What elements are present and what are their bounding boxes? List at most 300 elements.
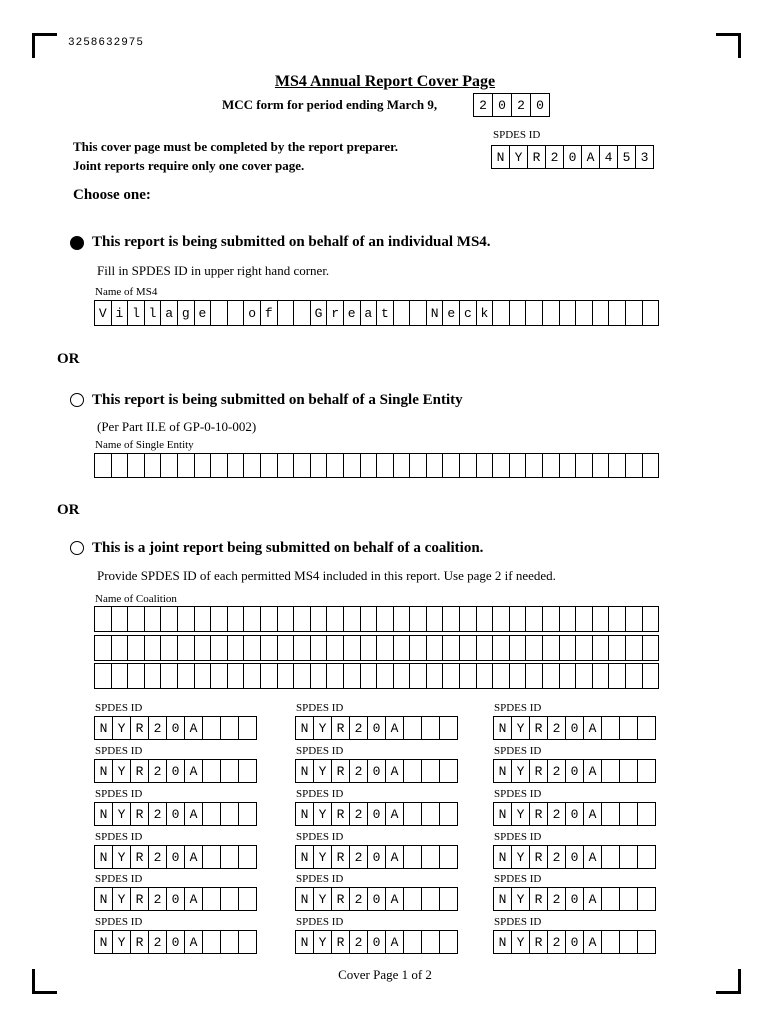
option-coalition-radio[interactable]	[70, 541, 84, 555]
char-cell[interactable]	[403, 716, 422, 740]
char-cell[interactable]	[592, 663, 610, 689]
char-cell[interactable]: Y	[112, 802, 131, 826]
char-cell[interactable]: 0	[367, 845, 386, 869]
char-cell[interactable]	[360, 635, 378, 661]
char-cell[interactable]	[421, 759, 440, 783]
char-cell[interactable]: A	[583, 802, 602, 826]
char-cell[interactable]	[160, 635, 178, 661]
char-cell[interactable]	[421, 887, 440, 911]
char-cell[interactable]	[525, 663, 543, 689]
char-cell[interactable]	[476, 663, 494, 689]
char-cell[interactable]: N	[94, 887, 113, 911]
char-cell[interactable]	[409, 663, 427, 689]
char-cell[interactable]: Y	[112, 930, 131, 954]
coalition-spdes-id-field[interactable]	[493, 845, 656, 869]
char-cell[interactable]: A	[581, 145, 600, 169]
char-cell[interactable]	[360, 606, 378, 632]
char-cell[interactable]: V	[94, 300, 112, 326]
char-cell[interactable]	[476, 635, 494, 661]
char-cell[interactable]	[277, 453, 295, 478]
char-cell[interactable]	[476, 606, 494, 632]
char-cell[interactable]	[94, 453, 112, 478]
char-cell[interactable]	[637, 802, 656, 826]
char-cell[interactable]	[293, 606, 311, 632]
char-cell[interactable]	[575, 635, 593, 661]
char-cell[interactable]: 0	[492, 93, 512, 117]
char-cell[interactable]: 2	[148, 716, 167, 740]
char-cell[interactable]	[592, 300, 610, 326]
char-cell[interactable]: N	[295, 802, 314, 826]
char-cell[interactable]	[619, 845, 638, 869]
char-cell[interactable]: 0	[565, 759, 584, 783]
char-cell[interactable]: R	[130, 845, 149, 869]
char-cell[interactable]: 2	[545, 145, 564, 169]
char-cell[interactable]	[94, 663, 112, 689]
char-cell[interactable]	[326, 606, 344, 632]
char-cell[interactable]	[343, 635, 361, 661]
coalition-spdes-id-field[interactable]	[493, 716, 656, 740]
char-cell[interactable]	[393, 606, 411, 632]
char-cell[interactable]	[94, 606, 112, 632]
char-cell[interactable]: R	[529, 887, 548, 911]
char-cell[interactable]	[619, 802, 638, 826]
char-cell[interactable]	[343, 663, 361, 689]
char-cell[interactable]	[601, 759, 620, 783]
char-cell[interactable]	[310, 635, 328, 661]
char-cell[interactable]	[194, 663, 212, 689]
char-cell[interactable]	[409, 635, 427, 661]
char-cell[interactable]: Y	[313, 930, 332, 954]
coalition-spdes-id-field[interactable]	[94, 930, 257, 954]
char-cell[interactable]: N	[493, 716, 512, 740]
char-cell[interactable]: N	[295, 845, 314, 869]
char-cell[interactable]: R	[130, 716, 149, 740]
char-cell[interactable]: R	[331, 930, 350, 954]
char-cell[interactable]	[601, 716, 620, 740]
char-cell[interactable]	[177, 453, 195, 478]
char-cell[interactable]	[144, 663, 162, 689]
char-cell[interactable]	[421, 845, 440, 869]
char-cell[interactable]	[210, 300, 228, 326]
char-cell[interactable]: N	[295, 930, 314, 954]
char-cell[interactable]: R	[331, 802, 350, 826]
char-cell[interactable]: c	[459, 300, 477, 326]
char-cell[interactable]	[439, 759, 458, 783]
coalition-spdes-id-field[interactable]	[295, 887, 458, 911]
char-cell[interactable]: A	[583, 887, 602, 911]
char-cell[interactable]: Y	[313, 716, 332, 740]
char-cell[interactable]	[202, 845, 221, 869]
char-cell[interactable]: 0	[367, 887, 386, 911]
char-cell[interactable]	[393, 300, 411, 326]
char-cell[interactable]: A	[184, 930, 203, 954]
char-cell[interactable]	[260, 663, 278, 689]
char-cell[interactable]	[220, 887, 239, 911]
char-cell[interactable]: Y	[313, 887, 332, 911]
option-individual-radio[interactable]	[70, 236, 84, 250]
char-cell[interactable]	[642, 663, 660, 689]
coalition-spdes-id-field[interactable]	[94, 887, 257, 911]
single-entity-name-field[interactable]	[94, 453, 659, 478]
char-cell[interactable]	[260, 453, 278, 478]
char-cell[interactable]: Y	[511, 887, 530, 911]
char-cell[interactable]: Y	[112, 887, 131, 911]
char-cell[interactable]: l	[127, 300, 145, 326]
char-cell[interactable]	[243, 453, 261, 478]
char-cell[interactable]	[637, 887, 656, 911]
char-cell[interactable]	[111, 453, 129, 478]
char-cell[interactable]: l	[144, 300, 162, 326]
char-cell[interactable]	[293, 453, 311, 478]
char-cell[interactable]: N	[493, 930, 512, 954]
char-cell[interactable]	[111, 635, 129, 661]
char-cell[interactable]	[637, 716, 656, 740]
char-cell[interactable]	[409, 300, 427, 326]
char-cell[interactable]: 2	[349, 930, 368, 954]
char-cell[interactable]	[127, 453, 145, 478]
char-cell[interactable]	[326, 663, 344, 689]
char-cell[interactable]	[619, 759, 638, 783]
char-cell[interactable]	[509, 453, 527, 478]
char-cell[interactable]: e	[343, 300, 361, 326]
char-cell[interactable]	[439, 930, 458, 954]
char-cell[interactable]	[637, 845, 656, 869]
char-cell[interactable]	[625, 635, 643, 661]
char-cell[interactable]	[575, 453, 593, 478]
char-cell[interactable]: N	[295, 716, 314, 740]
char-cell[interactable]	[619, 716, 638, 740]
char-cell[interactable]	[426, 606, 444, 632]
char-cell[interactable]	[376, 453, 394, 478]
char-cell[interactable]: A	[385, 887, 404, 911]
char-cell[interactable]	[376, 606, 394, 632]
char-cell[interactable]	[310, 606, 328, 632]
char-cell[interactable]	[376, 635, 394, 661]
char-cell[interactable]: N	[426, 300, 444, 326]
char-cell[interactable]: N	[94, 716, 113, 740]
char-cell[interactable]	[542, 663, 560, 689]
char-cell[interactable]: 2	[547, 887, 566, 911]
char-cell[interactable]	[277, 606, 295, 632]
char-cell[interactable]	[559, 635, 577, 661]
char-cell[interactable]	[421, 930, 440, 954]
char-cell[interactable]	[326, 453, 344, 478]
char-cell[interactable]	[608, 663, 626, 689]
char-cell[interactable]: R	[529, 759, 548, 783]
char-cell[interactable]	[202, 930, 221, 954]
coalition-spdes-id-field[interactable]	[295, 759, 458, 783]
char-cell[interactable]	[601, 887, 620, 911]
coalition-spdes-id-field[interactable]	[493, 887, 656, 911]
char-cell[interactable]	[403, 802, 422, 826]
char-cell[interactable]	[525, 453, 543, 478]
char-cell[interactable]: 0	[367, 802, 386, 826]
char-cell[interactable]	[127, 606, 145, 632]
char-cell[interactable]	[442, 663, 460, 689]
char-cell[interactable]	[559, 300, 577, 326]
char-cell[interactable]	[238, 887, 257, 911]
char-cell[interactable]	[525, 606, 543, 632]
char-cell[interactable]	[227, 453, 245, 478]
char-cell[interactable]	[194, 606, 212, 632]
char-cell[interactable]: 2	[148, 802, 167, 826]
char-cell[interactable]: k	[476, 300, 494, 326]
char-cell[interactable]	[227, 635, 245, 661]
char-cell[interactable]: N	[295, 887, 314, 911]
char-cell[interactable]	[601, 930, 620, 954]
char-cell[interactable]: A	[385, 930, 404, 954]
char-cell[interactable]	[575, 663, 593, 689]
char-cell[interactable]: A	[583, 759, 602, 783]
char-cell[interactable]: 0	[367, 930, 386, 954]
char-cell[interactable]	[144, 453, 162, 478]
char-cell[interactable]	[625, 606, 643, 632]
char-cell[interactable]	[509, 635, 527, 661]
char-cell[interactable]: 2	[148, 759, 167, 783]
char-cell[interactable]: 0	[166, 759, 185, 783]
char-cell[interactable]: A	[184, 887, 203, 911]
char-cell[interactable]	[403, 759, 422, 783]
coalition-spdes-id-field[interactable]	[94, 716, 257, 740]
char-cell[interactable]	[343, 606, 361, 632]
char-cell[interactable]	[376, 663, 394, 689]
char-cell[interactable]	[326, 635, 344, 661]
char-cell[interactable]: Y	[313, 759, 332, 783]
char-cell[interactable]	[210, 635, 228, 661]
char-cell[interactable]	[542, 606, 560, 632]
char-cell[interactable]	[642, 453, 660, 478]
char-cell[interactable]	[220, 759, 239, 783]
char-cell[interactable]: A	[583, 930, 602, 954]
char-cell[interactable]: R	[529, 802, 548, 826]
char-cell[interactable]: Y	[313, 802, 332, 826]
char-cell[interactable]: 2	[547, 759, 566, 783]
char-cell[interactable]: 0	[565, 887, 584, 911]
char-cell[interactable]: 0	[166, 845, 185, 869]
coalition-spdes-id-field[interactable]	[295, 716, 458, 740]
coalition-spdes-id-field[interactable]	[493, 930, 656, 954]
char-cell[interactable]	[238, 930, 257, 954]
char-cell[interactable]	[492, 300, 510, 326]
char-cell[interactable]	[525, 635, 543, 661]
char-cell[interactable]: 2	[148, 845, 167, 869]
char-cell[interactable]	[393, 663, 411, 689]
char-cell[interactable]: 0	[166, 887, 185, 911]
char-cell[interactable]: 2	[349, 802, 368, 826]
char-cell[interactable]: 3	[635, 145, 654, 169]
char-cell[interactable]	[202, 887, 221, 911]
coalition-spdes-id-field[interactable]	[295, 802, 458, 826]
char-cell[interactable]	[202, 759, 221, 783]
char-cell[interactable]: N	[94, 930, 113, 954]
char-cell[interactable]	[111, 663, 129, 689]
char-cell[interactable]	[160, 606, 178, 632]
coalition-spdes-id-field[interactable]	[295, 930, 458, 954]
char-cell[interactable]	[277, 300, 295, 326]
char-cell[interactable]: N	[493, 802, 512, 826]
char-cell[interactable]	[426, 453, 444, 478]
char-cell[interactable]	[492, 453, 510, 478]
char-cell[interactable]	[194, 453, 212, 478]
char-cell[interactable]: r	[326, 300, 344, 326]
char-cell[interactable]	[409, 606, 427, 632]
char-cell[interactable]: A	[385, 759, 404, 783]
char-cell[interactable]	[94, 635, 112, 661]
char-cell[interactable]	[601, 845, 620, 869]
char-cell[interactable]	[177, 663, 195, 689]
char-cell[interactable]	[426, 663, 444, 689]
char-cell[interactable]: 2	[547, 802, 566, 826]
coalition-spdes-id-field[interactable]	[94, 759, 257, 783]
char-cell[interactable]: N	[493, 887, 512, 911]
char-cell[interactable]	[525, 300, 543, 326]
char-cell[interactable]: Y	[511, 845, 530, 869]
coalition-spdes-id-field[interactable]	[295, 845, 458, 869]
char-cell[interactable]: R	[529, 930, 548, 954]
year-field[interactable]	[473, 93, 550, 117]
coalition-name-row[interactable]	[94, 635, 659, 661]
char-cell[interactable]	[202, 802, 221, 826]
char-cell[interactable]: A	[385, 845, 404, 869]
char-cell[interactable]	[637, 930, 656, 954]
char-cell[interactable]: R	[529, 716, 548, 740]
char-cell[interactable]: R	[331, 759, 350, 783]
coalition-spdes-id-field[interactable]	[94, 802, 257, 826]
char-cell[interactable]	[210, 663, 228, 689]
char-cell[interactable]	[439, 716, 458, 740]
char-cell[interactable]	[409, 453, 427, 478]
char-cell[interactable]	[277, 663, 295, 689]
char-cell[interactable]	[575, 606, 593, 632]
char-cell[interactable]	[144, 606, 162, 632]
char-cell[interactable]	[608, 635, 626, 661]
char-cell[interactable]	[293, 635, 311, 661]
char-cell[interactable]: Y	[511, 716, 530, 740]
char-cell[interactable]: Y	[313, 845, 332, 869]
char-cell[interactable]: 0	[166, 930, 185, 954]
coalition-name-row[interactable]	[94, 663, 659, 689]
char-cell[interactable]	[144, 635, 162, 661]
char-cell[interactable]	[559, 663, 577, 689]
char-cell[interactable]	[238, 759, 257, 783]
char-cell[interactable]	[592, 606, 610, 632]
char-cell[interactable]: R	[130, 802, 149, 826]
char-cell[interactable]	[559, 606, 577, 632]
char-cell[interactable]	[559, 453, 577, 478]
char-cell[interactable]: Y	[112, 716, 131, 740]
char-cell[interactable]	[509, 663, 527, 689]
char-cell[interactable]: 5	[617, 145, 636, 169]
char-cell[interactable]: 2	[511, 93, 531, 117]
char-cell[interactable]: 2	[349, 716, 368, 740]
char-cell[interactable]	[421, 716, 440, 740]
char-cell[interactable]	[260, 635, 278, 661]
char-cell[interactable]	[403, 930, 422, 954]
char-cell[interactable]: 0	[367, 716, 386, 740]
char-cell[interactable]: R	[130, 759, 149, 783]
option-single-entity-radio[interactable]	[70, 393, 84, 407]
char-cell[interactable]: R	[331, 887, 350, 911]
char-cell[interactable]: R	[130, 887, 149, 911]
char-cell[interactable]: 0	[530, 93, 550, 117]
char-cell[interactable]	[642, 300, 660, 326]
char-cell[interactable]: 2	[349, 845, 368, 869]
char-cell[interactable]	[542, 635, 560, 661]
char-cell[interactable]	[127, 663, 145, 689]
char-cell[interactable]	[459, 606, 477, 632]
char-cell[interactable]	[459, 453, 477, 478]
char-cell[interactable]: 0	[565, 930, 584, 954]
char-cell[interactable]	[160, 663, 178, 689]
char-cell[interactable]	[127, 635, 145, 661]
char-cell[interactable]	[459, 663, 477, 689]
ms4-name-field[interactable]	[94, 300, 659, 326]
char-cell[interactable]: 0	[565, 845, 584, 869]
char-cell[interactable]: Y	[511, 802, 530, 826]
char-cell[interactable]: A	[184, 802, 203, 826]
char-cell[interactable]	[439, 845, 458, 869]
char-cell[interactable]	[310, 453, 328, 478]
char-cell[interactable]	[220, 716, 239, 740]
char-cell[interactable]: N	[94, 845, 113, 869]
char-cell[interactable]	[220, 802, 239, 826]
char-cell[interactable]	[220, 845, 239, 869]
char-cell[interactable]	[442, 635, 460, 661]
char-cell[interactable]: A	[184, 759, 203, 783]
char-cell[interactable]	[243, 635, 261, 661]
char-cell[interactable]	[492, 663, 510, 689]
char-cell[interactable]: e	[442, 300, 460, 326]
char-cell[interactable]	[625, 453, 643, 478]
char-cell[interactable]	[227, 663, 245, 689]
char-cell[interactable]	[608, 453, 626, 478]
char-cell[interactable]: o	[243, 300, 261, 326]
char-cell[interactable]	[492, 635, 510, 661]
char-cell[interactable]	[360, 453, 378, 478]
char-cell[interactable]	[442, 453, 460, 478]
char-cell[interactable]: R	[130, 930, 149, 954]
char-cell[interactable]	[642, 635, 660, 661]
char-cell[interactable]	[592, 453, 610, 478]
char-cell[interactable]: R	[331, 716, 350, 740]
char-cell[interactable]	[243, 663, 261, 689]
char-cell[interactable]	[509, 606, 527, 632]
char-cell[interactable]	[439, 802, 458, 826]
char-cell[interactable]	[442, 606, 460, 632]
char-cell[interactable]	[238, 716, 257, 740]
char-cell[interactable]: 0	[565, 802, 584, 826]
char-cell[interactable]: Y	[511, 759, 530, 783]
char-cell[interactable]	[459, 635, 477, 661]
char-cell[interactable]: 2	[349, 887, 368, 911]
char-cell[interactable]	[637, 759, 656, 783]
char-cell[interactable]: A	[385, 716, 404, 740]
char-cell[interactable]	[210, 606, 228, 632]
char-cell[interactable]: A	[583, 716, 602, 740]
char-cell[interactable]	[210, 453, 228, 478]
char-cell[interactable]	[625, 663, 643, 689]
char-cell[interactable]: e	[194, 300, 212, 326]
char-cell[interactable]: g	[177, 300, 195, 326]
char-cell[interactable]: 2	[148, 930, 167, 954]
char-cell[interactable]	[202, 716, 221, 740]
char-cell[interactable]	[177, 635, 195, 661]
char-cell[interactable]	[619, 930, 638, 954]
char-cell[interactable]	[220, 930, 239, 954]
char-cell[interactable]	[243, 606, 261, 632]
char-cell[interactable]: 2	[473, 93, 493, 117]
char-cell[interactable]	[160, 453, 178, 478]
